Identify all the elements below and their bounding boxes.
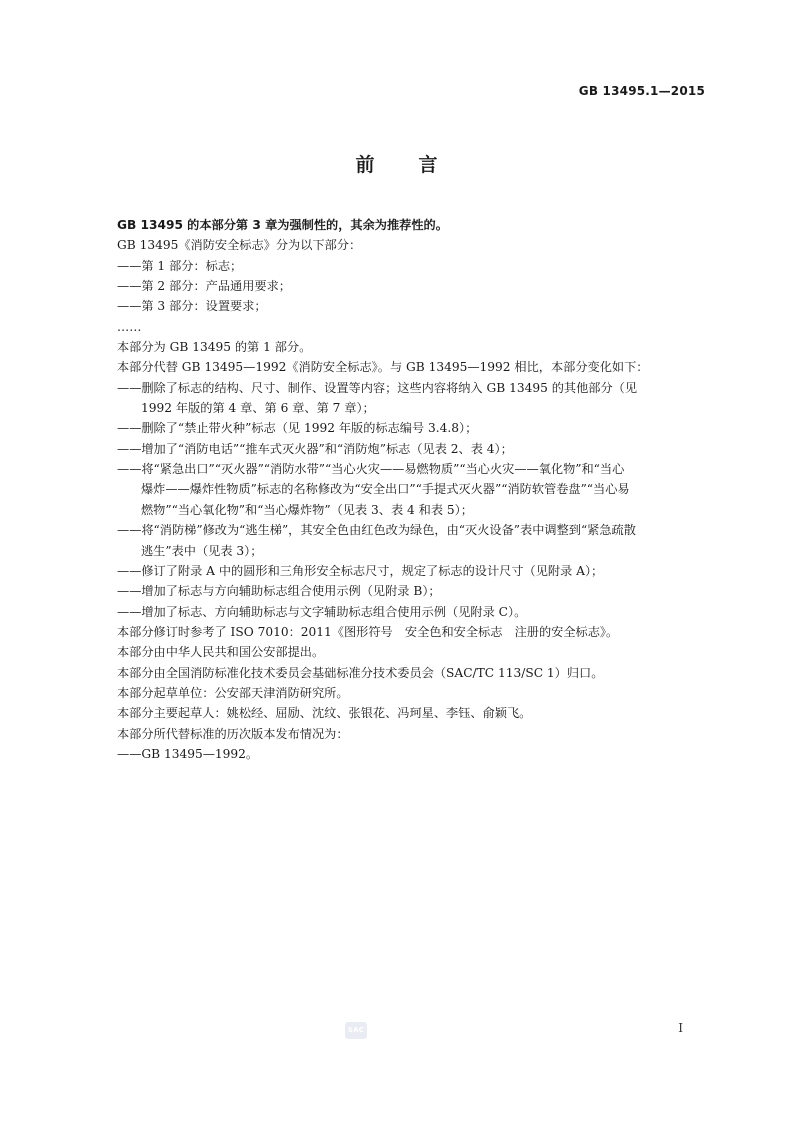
change-item-2: ——删除了“禁止带火种”标志（见 1992 年版的标志编号 3.4.8）； bbox=[117, 421, 478, 436]
change-item-4-cont-2: 燃物”“当心氧化物”和“当心爆炸物”（见表 3、表 4 和表 5）； bbox=[141, 502, 473, 517]
title-char-2: 言 bbox=[418, 154, 438, 176]
drafters-statement: 本部分主要起草人：姚松经、屈励、沈纹、张银花、冯珂星、李钰、俞颖飞。 bbox=[117, 706, 532, 721]
sac-logo: SAC bbox=[345, 1022, 367, 1039]
change-item-1: ——删除了标志的结构、尺寸、制作、设置等内容；这些内容将纳入 GB 13495 的其他部分（见 bbox=[117, 380, 638, 395]
standard-code: GB 13495.1—2015 bbox=[578, 84, 705, 98]
history-intro: 本部分所代替标准的历次版本发布情况为： bbox=[117, 726, 349, 741]
page-number: I bbox=[678, 1021, 683, 1035]
change-item-4: ——将“紧急出口”“灭火器”“消防水带”“当心火灾——易燃物质”“当心火灾——氧化物”和“当心 bbox=[117, 462, 625, 477]
drafting-unit-statement: 本部分起草单位：公安部天津消防研究所。 bbox=[117, 685, 349, 700]
reference-statement: 本部分修订时参考了 ISO 7010：2011《图形符号 安全色和安全标志 注册的安全标志》。 bbox=[117, 624, 619, 639]
title-char-1: 前 bbox=[355, 154, 375, 176]
part-item-3: ——第 3 部分：设置要求； bbox=[117, 299, 267, 314]
change-item-8: ——增加了标志、方向辅助标志与文字辅助标志组合使用示例（见附录 C）。 bbox=[117, 604, 527, 619]
history-item-1: ——GB 13495—1992。 bbox=[117, 746, 259, 761]
change-item-4-cont-1: 爆炸——爆炸性物质”标志的名称修改为“安全出口”“手提式灭火器”“消防软管卷盘”“当心易 bbox=[141, 482, 630, 497]
mandatory-statement: GB 13495 的本部分第 3 章为强制性的，其余为推荐性的。 bbox=[117, 218, 448, 232]
change-item-5-cont: 逃生”表中（见表 3）； bbox=[141, 543, 263, 558]
replaces-statement: 本部分代替 GB 13495—1992《消防安全标志》。与 GB 13495—1992 相比，本部分变化如下： bbox=[117, 360, 649, 375]
page-title bbox=[0, 150, 793, 177]
part-ellipsis: …… bbox=[117, 319, 142, 334]
part-item-2: ——第 2 部分：产品通用要求； bbox=[117, 279, 291, 294]
committee-statement: 本部分由全国消防标准化技术委员会基础标准分技术委员会（SAC/TC 113/SC 1）归口。 bbox=[117, 665, 604, 680]
part-statement: 本部分为 GB 13495 的第 1 部分。 bbox=[117, 340, 312, 355]
change-item-3: ——增加了“消防电话”“推车式灭火器”和“消防炮”标志（见表 2、表 4）； bbox=[117, 441, 513, 456]
change-item-5: ——将“消防梯”修改为“逃生梯”，其安全色由红色改为绿色，由“灭火设备”表中调整到“紧急疏散 bbox=[117, 523, 636, 538]
change-item-1-cont: 1992 年版的第 4 章、第 6 章、第 7 章）； bbox=[141, 401, 375, 416]
parts-intro: GB 13495《消防安全标志》分为以下部分： bbox=[117, 238, 362, 253]
foreword-body bbox=[117, 215, 707, 764]
change-item-7: ——增加了标志与方向辅助标志组合使用示例（见附录 B）； bbox=[117, 584, 441, 599]
part-item-1: ——第 1 部分：标志； bbox=[117, 258, 243, 273]
proposer-statement: 本部分由中华人民共和国公安部提出。 bbox=[117, 645, 325, 660]
change-item-6: ——修订了附录 A 中的圆形和三角形安全标志尺寸，规定了标志的设计尺寸（见附录 A）； bbox=[117, 563, 604, 578]
